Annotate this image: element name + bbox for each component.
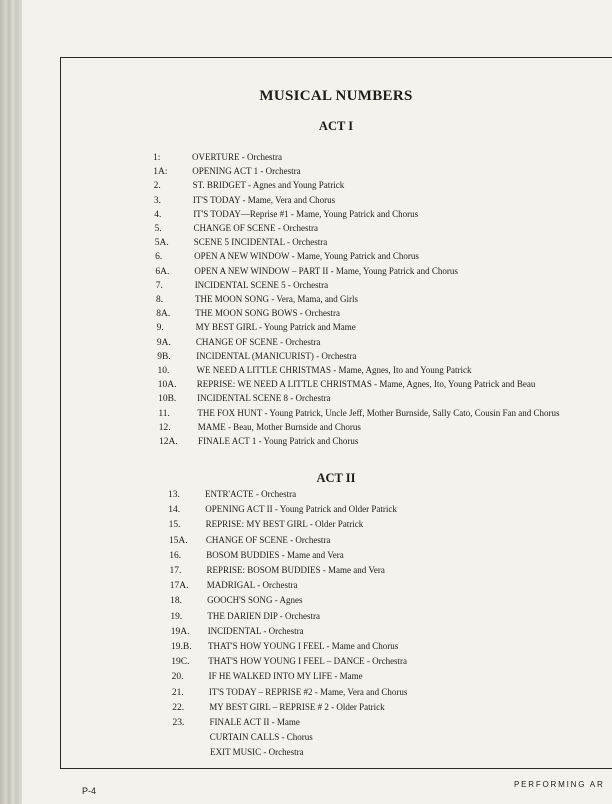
item-title: INCIDENTAL (MANICURIST) - Orchestra xyxy=(196,350,357,361)
item-title: GOOCH'S SONG - Agnes xyxy=(207,595,303,606)
item-title: MAME - Beau, Mother Burnside and Chorus xyxy=(197,421,361,432)
item-title: INCIDENTAL - Orchestra xyxy=(207,625,304,636)
item-number: 1: xyxy=(153,153,161,163)
item-title: ENTR'ACTE - Orchestra xyxy=(205,489,297,499)
item-number: 9A. xyxy=(156,337,171,348)
item-number: 16. xyxy=(169,550,182,561)
item-title: WE NEED A LITTLE CHRISTMAS - Mame, Agnes, Ito and Young Patrick xyxy=(196,365,472,375)
item-number: 13. xyxy=(168,490,180,500)
item-title: THE MOON SONG BOWS - Orchestra xyxy=(195,308,341,319)
item-title: IT'S TODAY—Reprise #1 - Mame, Young Patrick and Chorus xyxy=(193,208,419,219)
item-number: 8A. xyxy=(156,309,171,320)
page-number: P-4 xyxy=(82,786,97,796)
item-title: INCIDENTAL SCENE 8 - Orchestra xyxy=(197,393,331,404)
item-number: 17A. xyxy=(169,581,189,592)
item-number: 18. xyxy=(170,596,182,607)
stacked-page-edges xyxy=(0,0,24,804)
item-number: 7. xyxy=(155,280,163,291)
item-title: THE MOON SONG - Vera, Mama, and Girls xyxy=(195,294,359,304)
item-number: 4. xyxy=(154,209,162,220)
item-title: OVERTURE - Orchestra xyxy=(192,152,282,162)
item-number: 20. xyxy=(171,672,184,683)
item-title: OPENING ACT II - Young Patrick and Older Patrick xyxy=(205,504,397,515)
item-number: 22. xyxy=(172,702,185,713)
item-number: 2. xyxy=(153,181,161,192)
item-number: 19A. xyxy=(170,626,190,637)
item-number: 21. xyxy=(171,687,184,698)
item-title: EXIT MUSIC - Orchestra xyxy=(210,747,304,758)
item-title: OPENING ACT 1 - Orchestra xyxy=(192,166,301,177)
item-title: MY BEST GIRL - Young Patrick and Mame xyxy=(195,322,356,333)
item-number: 9. xyxy=(156,323,164,334)
item-title: CHANGE OF SCENE - Orchestra xyxy=(195,336,321,347)
item-number: 10. xyxy=(157,366,170,376)
item-title: REPRISE: BOSOM BUDDIES - Mame and Vera xyxy=(206,565,385,575)
item-number: 12A. xyxy=(159,437,178,447)
item-number: 19. xyxy=(170,611,183,622)
item-title: SCENE 5 INCIDENTAL - Orchestra xyxy=(193,237,328,248)
item-number: 15. xyxy=(168,520,181,531)
item-number: 14. xyxy=(168,505,181,516)
item-number: 12. xyxy=(158,422,171,433)
item-number: 15A. xyxy=(168,535,188,546)
item-title: THE FOX HUNT - Young Patrick, Uncle Jeff, Mother Burnside, Sally Cato, Cousin Fan and Chorus xyxy=(197,407,560,418)
item-title: OPEN A NEW WINDOW - Mame, Young Patrick and Chorus xyxy=(194,251,419,262)
item-title: IF HE WALKED INTO MY LIFE - Mame xyxy=(208,671,363,682)
item-title: ST. BRIDGET - Agnes and Young Patrick xyxy=(192,180,345,191)
item-number: 3. xyxy=(153,195,162,206)
item-title: MY BEST GIRL – REPRISE # 2 - Older Patrick xyxy=(209,701,385,712)
item-title: THAT'S HOW YOUNG I FEEL – DANCE - Orchestra xyxy=(208,656,408,667)
item-number: 5A. xyxy=(154,238,169,249)
item-title: THE DARIEN DIP - Orchestra xyxy=(207,610,321,621)
item-title: INCIDENTAL SCENE 5 - Orchestra xyxy=(194,279,329,290)
item-title: OPEN A NEW WINDOW – PART II - Mame, Young Patrick and Chorus xyxy=(194,265,458,276)
item-title: REPRISE: WE NEED A LITTLE CHRISTMAS - Mame, Agnes, Ito, Young Patrick and Beau xyxy=(196,379,536,390)
item-number: 9B. xyxy=(157,351,171,362)
item-title: CURTAIN CALLS - Chorus xyxy=(209,732,313,743)
item-number: 8. xyxy=(156,295,164,305)
item-number: 1A: xyxy=(153,167,168,178)
item-title: BOSOM BUDDIES - Mame and Vera xyxy=(206,549,344,560)
item-title: CHANGE OF SCENE - Orchestra xyxy=(205,534,331,545)
page-title: MUSICAL NUMBERS xyxy=(259,88,413,104)
item-number: 19C. xyxy=(171,657,190,668)
item-number: 19.B. xyxy=(171,642,192,652)
item-number: 23. xyxy=(172,718,185,728)
item-title: THAT'S HOW YOUNG I FEEL - Mame and Chorus xyxy=(208,641,399,651)
item-number: 6. xyxy=(155,252,163,263)
item-number: 10B. xyxy=(158,394,177,405)
item-title: FINALE ACT II - Mame xyxy=(209,717,300,727)
act-2-heading: ACT II xyxy=(316,471,356,485)
item-title: FINALE ACT 1 - Young Patrick and Chorus xyxy=(198,436,359,446)
item-number: 10A. xyxy=(157,380,177,391)
item-title: IT'S TODAY - Mame, Vera and Chorus xyxy=(192,194,336,205)
item-title: CHANGE OF SCENE - Orchestra xyxy=(193,223,318,233)
item-number: 5. xyxy=(154,224,162,234)
item-title: MADRIGAL - Orchestra xyxy=(206,580,298,591)
item-title: IT'S TODAY – REPRISE #2 - Mame, Vera and Chorus xyxy=(208,686,408,697)
act-1-heading: ACT I xyxy=(318,119,354,133)
running-head: PERFORMING AR xyxy=(514,780,605,789)
item-number: 11. xyxy=(158,408,170,419)
item-title: REPRISE: MY BEST GIRL - Older Patrick xyxy=(205,519,364,530)
item-number: 6A. xyxy=(155,266,170,277)
item-number: 17. xyxy=(169,566,182,576)
